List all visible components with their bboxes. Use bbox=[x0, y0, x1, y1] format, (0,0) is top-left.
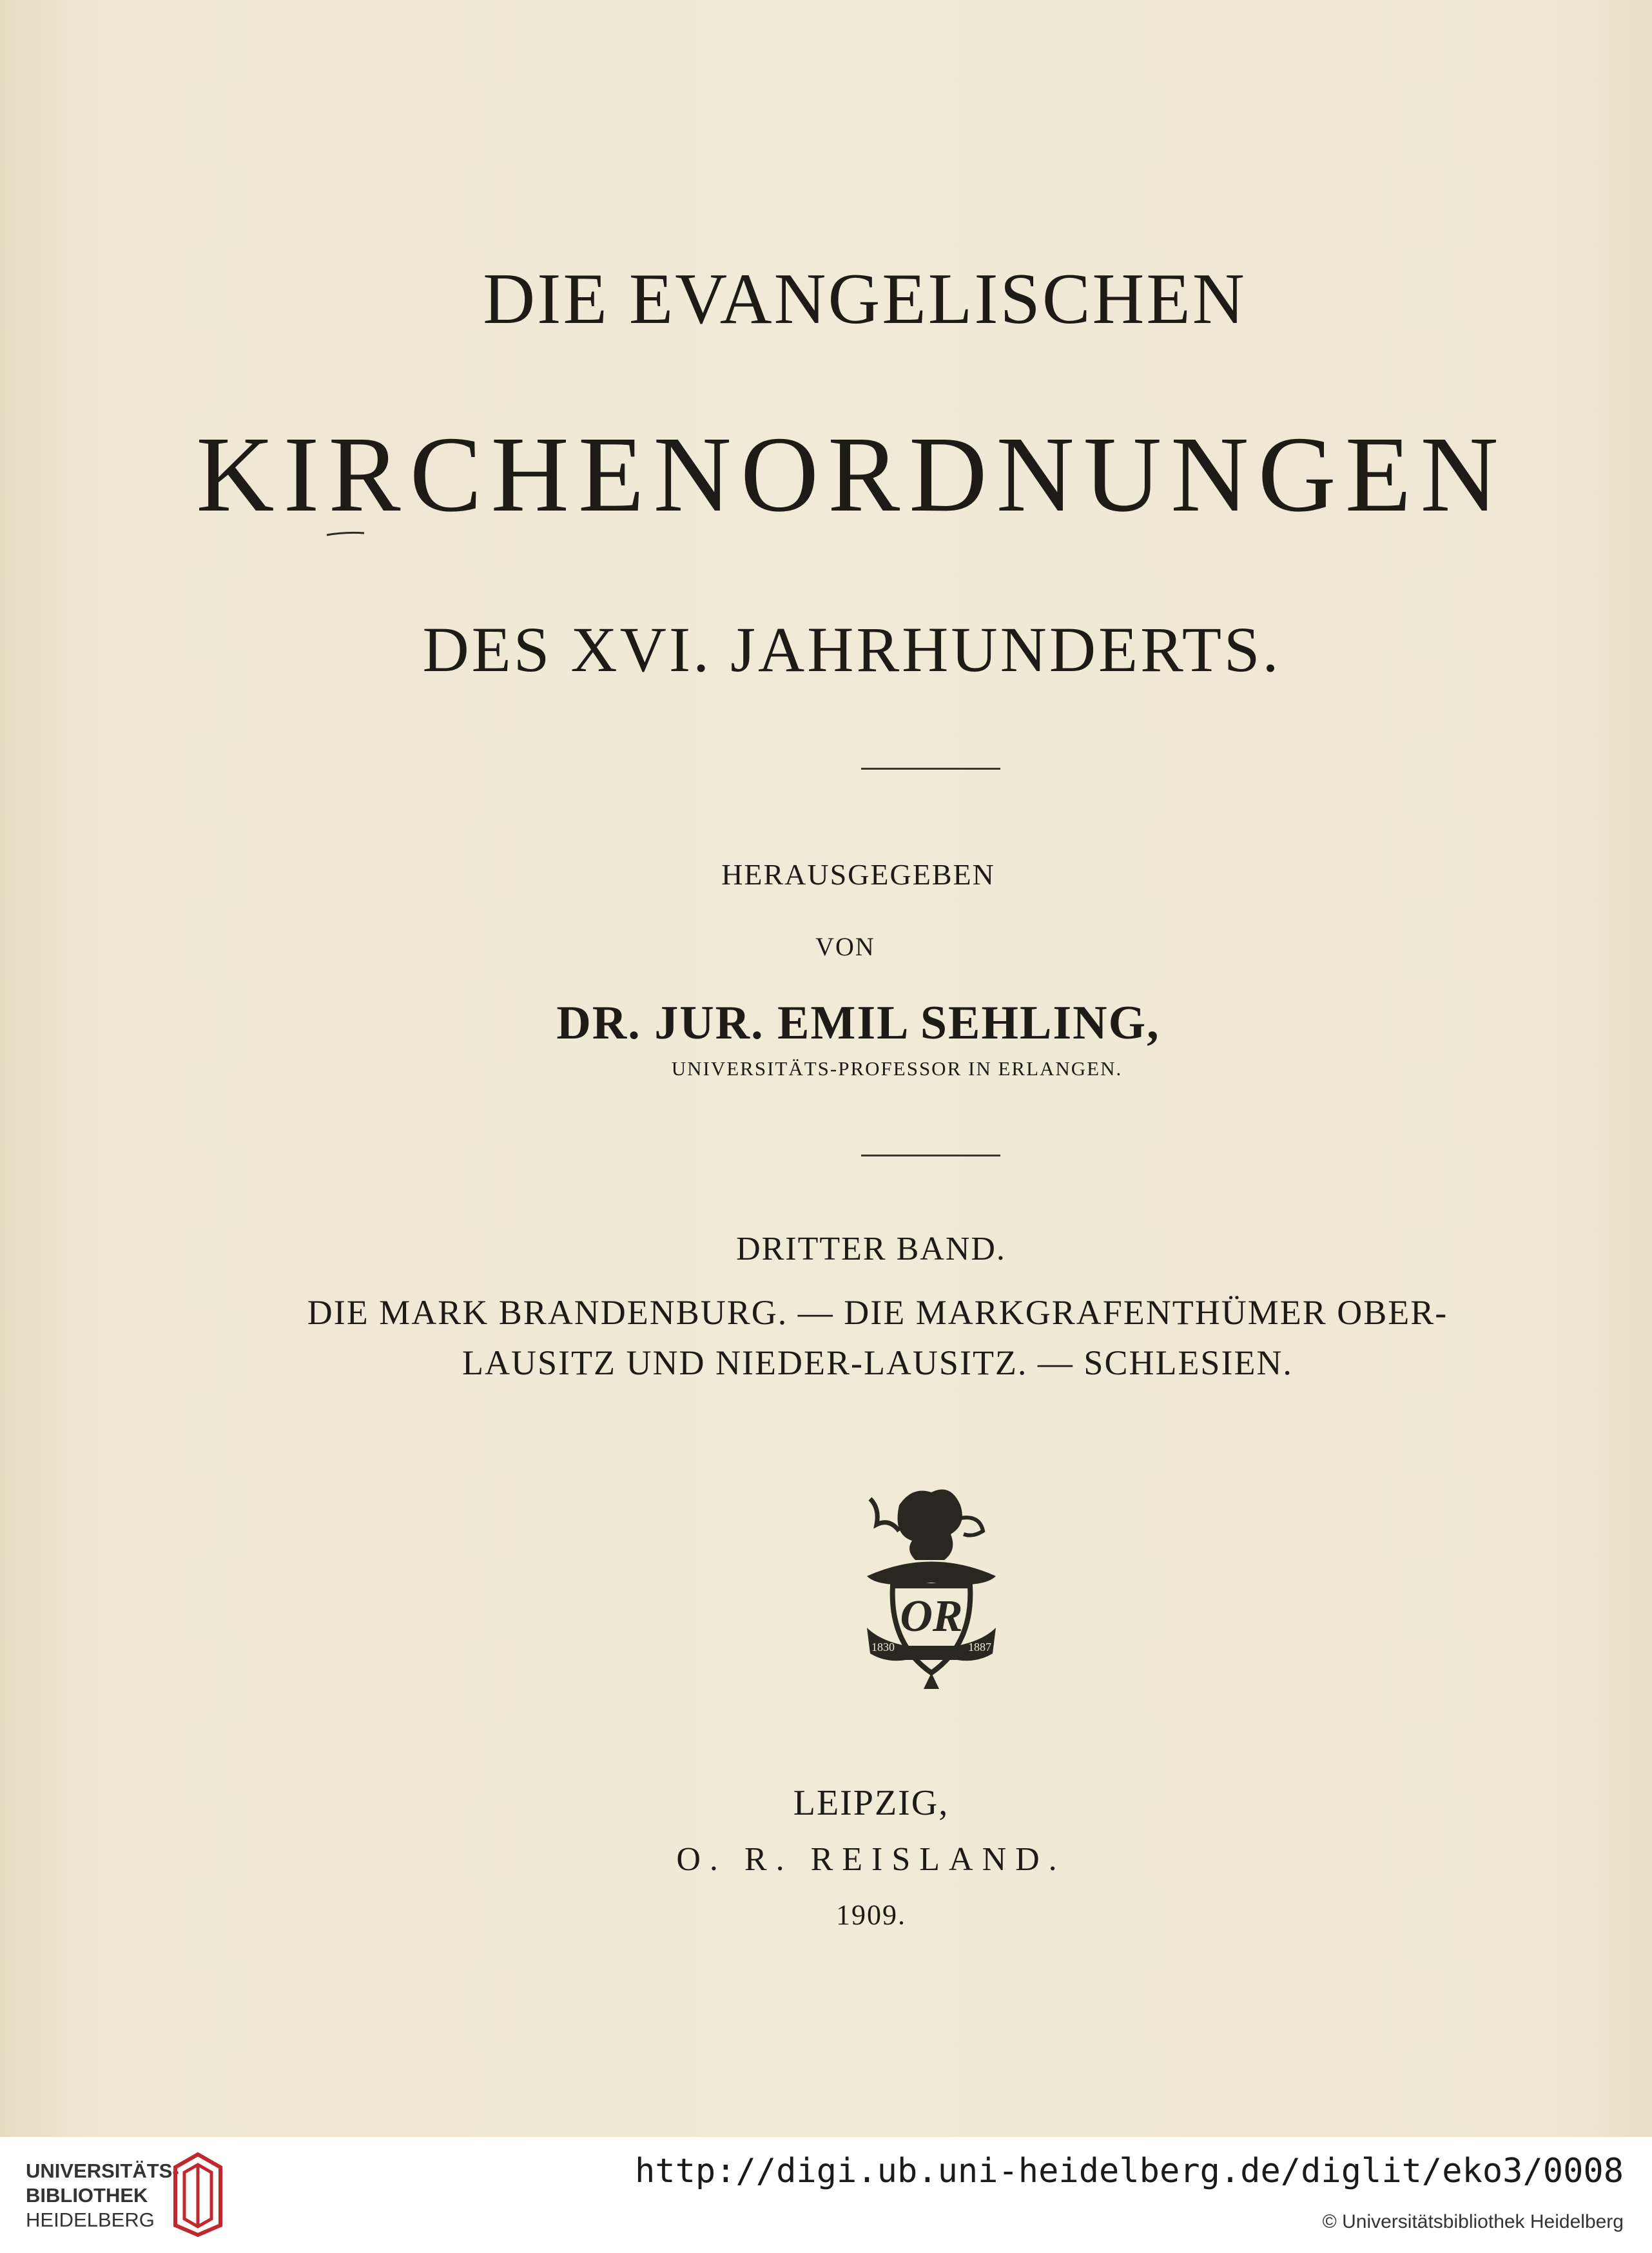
publication-place: LEIPZIG, bbox=[793, 1783, 949, 1823]
by-label: VON bbox=[815, 932, 875, 961]
copyright-notice: © Universitätsbibliothek Heidelberg bbox=[1322, 2211, 1624, 2232]
publisher-banner-right: 1887 bbox=[968, 1641, 991, 1653]
library-book-logo-icon[interactable] bbox=[169, 2148, 227, 2238]
editor-role: UNIVERSITÄTS-PROFESSOR IN ERLANGEN. bbox=[671, 1057, 1123, 1080]
title-line-1: DIE EVANGELISCHEN bbox=[483, 259, 1247, 339]
edited-label: HERAUSGEGEBEN bbox=[721, 858, 995, 891]
title-line-2: KIRCHENORDNUNGEN bbox=[196, 415, 1508, 534]
subtitle-line-2: LAUSITZ UND NIEDER-LAUSITZ. — SCHLESIEN. bbox=[462, 1343, 1293, 1382]
publisher-banner-left: 1830 bbox=[871, 1641, 895, 1653]
publisher-emblem-lion-icon bbox=[854, 1479, 1009, 1692]
divider-rule bbox=[861, 1155, 1000, 1156]
library-name-line-1: UNIVERSITÄTS- bbox=[26, 2160, 179, 2182]
library-name-line-3: HEIDELBERG bbox=[26, 2209, 155, 2231]
permalink-url[interactable]: http://digi.ub.uni-heidelberg.de/diglit/eko3/0008 bbox=[634, 2152, 1624, 2190]
publisher-name: O. R. REISLAND. bbox=[676, 1841, 1066, 1878]
publication-year: 1909. bbox=[836, 1899, 906, 1931]
divider-rule bbox=[861, 768, 1000, 770]
volume-label: DRITTER BAND. bbox=[736, 1231, 1006, 1267]
publisher-monogram: OR bbox=[900, 1592, 963, 1641]
title-line-3: DES XVI. JAHRHUNDERTS. bbox=[422, 614, 1281, 685]
library-name-line-2: BIBLIOTHEK bbox=[26, 2184, 148, 2207]
subtitle-line-1: DIE MARK BRANDENBURG. — DIE MARKGRAFENTHÜMER OBER- bbox=[307, 1293, 1448, 1332]
editor-name: DR. JUR. EMIL SEHLING, bbox=[556, 997, 1160, 1049]
